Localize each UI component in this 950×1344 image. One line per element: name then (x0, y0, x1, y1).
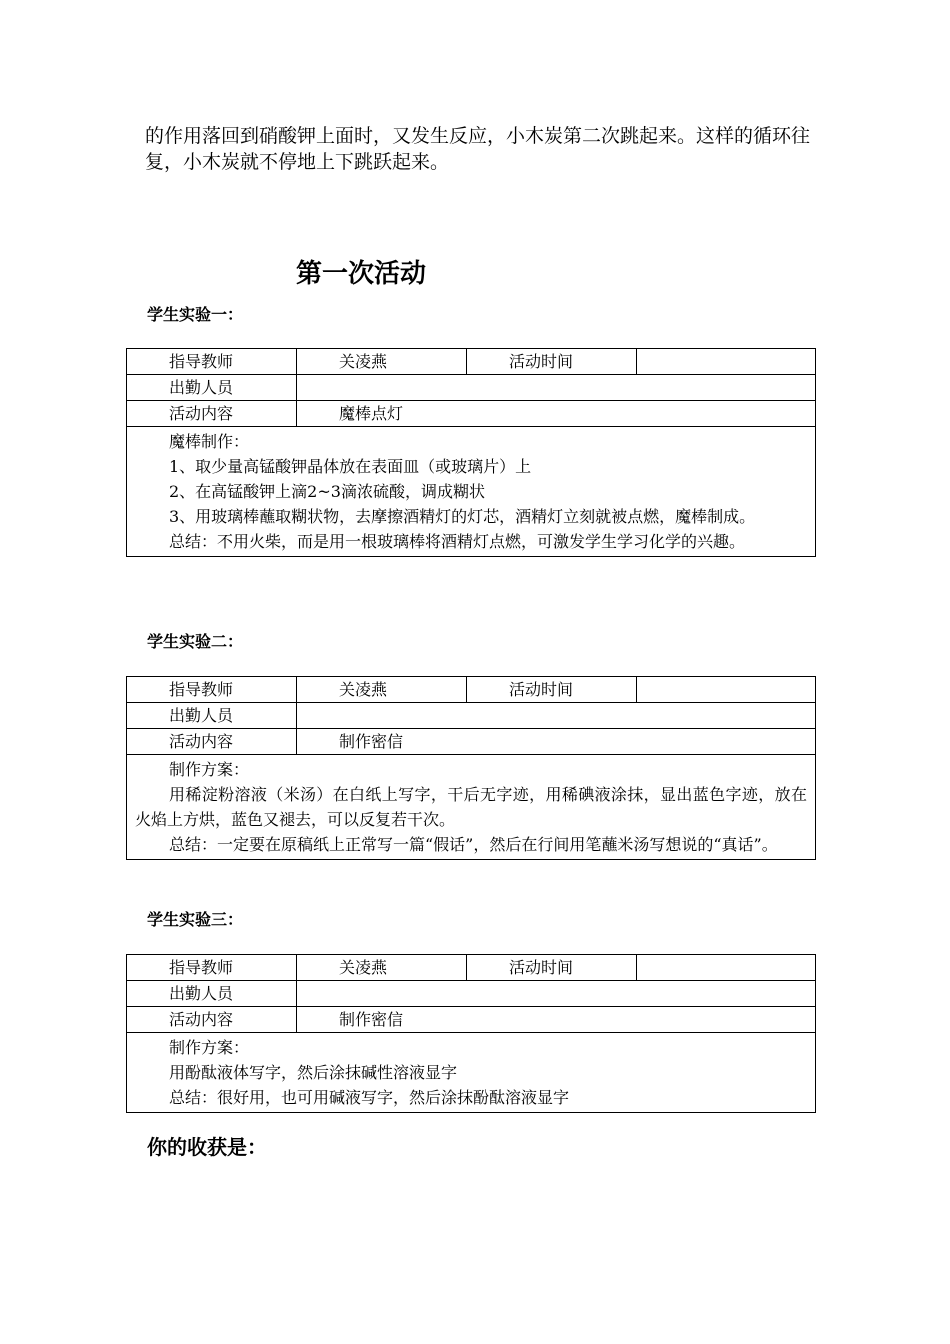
table-row (127, 981, 816, 1007)
table-row (127, 1033, 816, 1113)
teacher-value: 关凌燕 (297, 955, 467, 981)
experiment-3-table (126, 954, 816, 1113)
attendance-value (297, 375, 816, 401)
intro-paragraph: 的作用落回到硝酸钾上面时，又发生反应，小木炭第二次跳起来。这样的循环往复，小木炭就不停地上下跳跃起来。 (145, 125, 811, 173)
attendance-label: 出勤人员 (127, 375, 297, 401)
content-value: 制作密信 (297, 729, 816, 755)
body-line: 1、取少量高锰酸钾晶体放在表面皿（或玻璃片）上 (169, 457, 532, 476)
experiment-1-heading: 学生实验一： (147, 305, 244, 324)
experiment-3-heading: 学生实验三： (147, 910, 244, 929)
table-row (127, 677, 816, 703)
body-line: 制作方案： (169, 1038, 250, 1057)
time-label: 活动时间 (467, 955, 637, 981)
experiment-2-heading: 学生实验二： (147, 632, 244, 651)
time-label: 活动时间 (467, 677, 637, 703)
time-label: 活动时间 (467, 349, 637, 375)
time-value (637, 677, 816, 703)
teacher-value: 关凌燕 (297, 677, 467, 703)
body-line: 总结：一定要在原稿纸上正常写一篇“假话”，然后在行间用笔蘸米汤写想说的“真话”。 (169, 835, 778, 854)
experiment-1-table (126, 348, 816, 557)
body-line: 2、在高锰酸钾上滴2~3滴浓硫酸，调成糊状 (169, 482, 485, 501)
time-value (637, 349, 816, 375)
section-title: 第一次活动 (296, 259, 427, 289)
table-row (127, 1007, 816, 1033)
time-value (637, 955, 816, 981)
body-line: 用酚酞液体写字，然后涂抹碱性溶液显字 (169, 1063, 458, 1082)
experiment-body (127, 1033, 816, 1113)
table-row (127, 703, 816, 729)
experiment-2-table (126, 676, 816, 860)
table-row (127, 401, 816, 427)
teacher-label: 指导教师 (127, 955, 297, 981)
table-row (127, 349, 816, 375)
table-row (127, 755, 816, 860)
body-line: 用稀淀粉溶液（米汤）在白纸上写字，干后无字迹，用稀碘液涂抹，显出蓝色字迹，放在火焰上方烘，蓝色又褪去，可以反复若干次。 (135, 785, 807, 829)
teacher-label: 指导教师 (127, 349, 297, 375)
table-row (127, 729, 816, 755)
table-row (127, 375, 816, 401)
content-label: 活动内容 (127, 401, 297, 427)
content-label: 活动内容 (127, 1007, 297, 1033)
content-value: 魔棒点灯 (297, 401, 816, 427)
body-line: 制作方案： (169, 760, 250, 779)
experiment-body (127, 755, 816, 860)
body-line: 魔棒制作： (169, 432, 250, 451)
body-line: 总结：不用火柴，而是用一根玻璃棒将酒精灯点燃，可激发学生学习化学的兴趣。 (169, 532, 746, 551)
attendance-label: 出勤人员 (127, 981, 297, 1007)
content-label: 活动内容 (127, 729, 297, 755)
attendance-label: 出勤人员 (127, 703, 297, 729)
table-row (127, 955, 816, 981)
attendance-value (297, 703, 816, 729)
experiment-body (127, 427, 816, 557)
teacher-value: 关凌燕 (297, 349, 467, 375)
table-row (127, 427, 816, 557)
teacher-label: 指导教师 (127, 677, 297, 703)
body-line: 总结：很好用，也可用碱液写字，然后涂抹酚酞溶液显字 (169, 1088, 570, 1107)
content-value: 制作密信 (297, 1007, 816, 1033)
body-line: 3、用玻璃棒蘸取糊状物，去摩擦酒精灯的灯芯，酒精灯立刻就被点燃，魔棒制成。 (169, 507, 756, 526)
harvest-heading: 你的收获是： (147, 1135, 267, 1159)
attendance-value (297, 981, 816, 1007)
